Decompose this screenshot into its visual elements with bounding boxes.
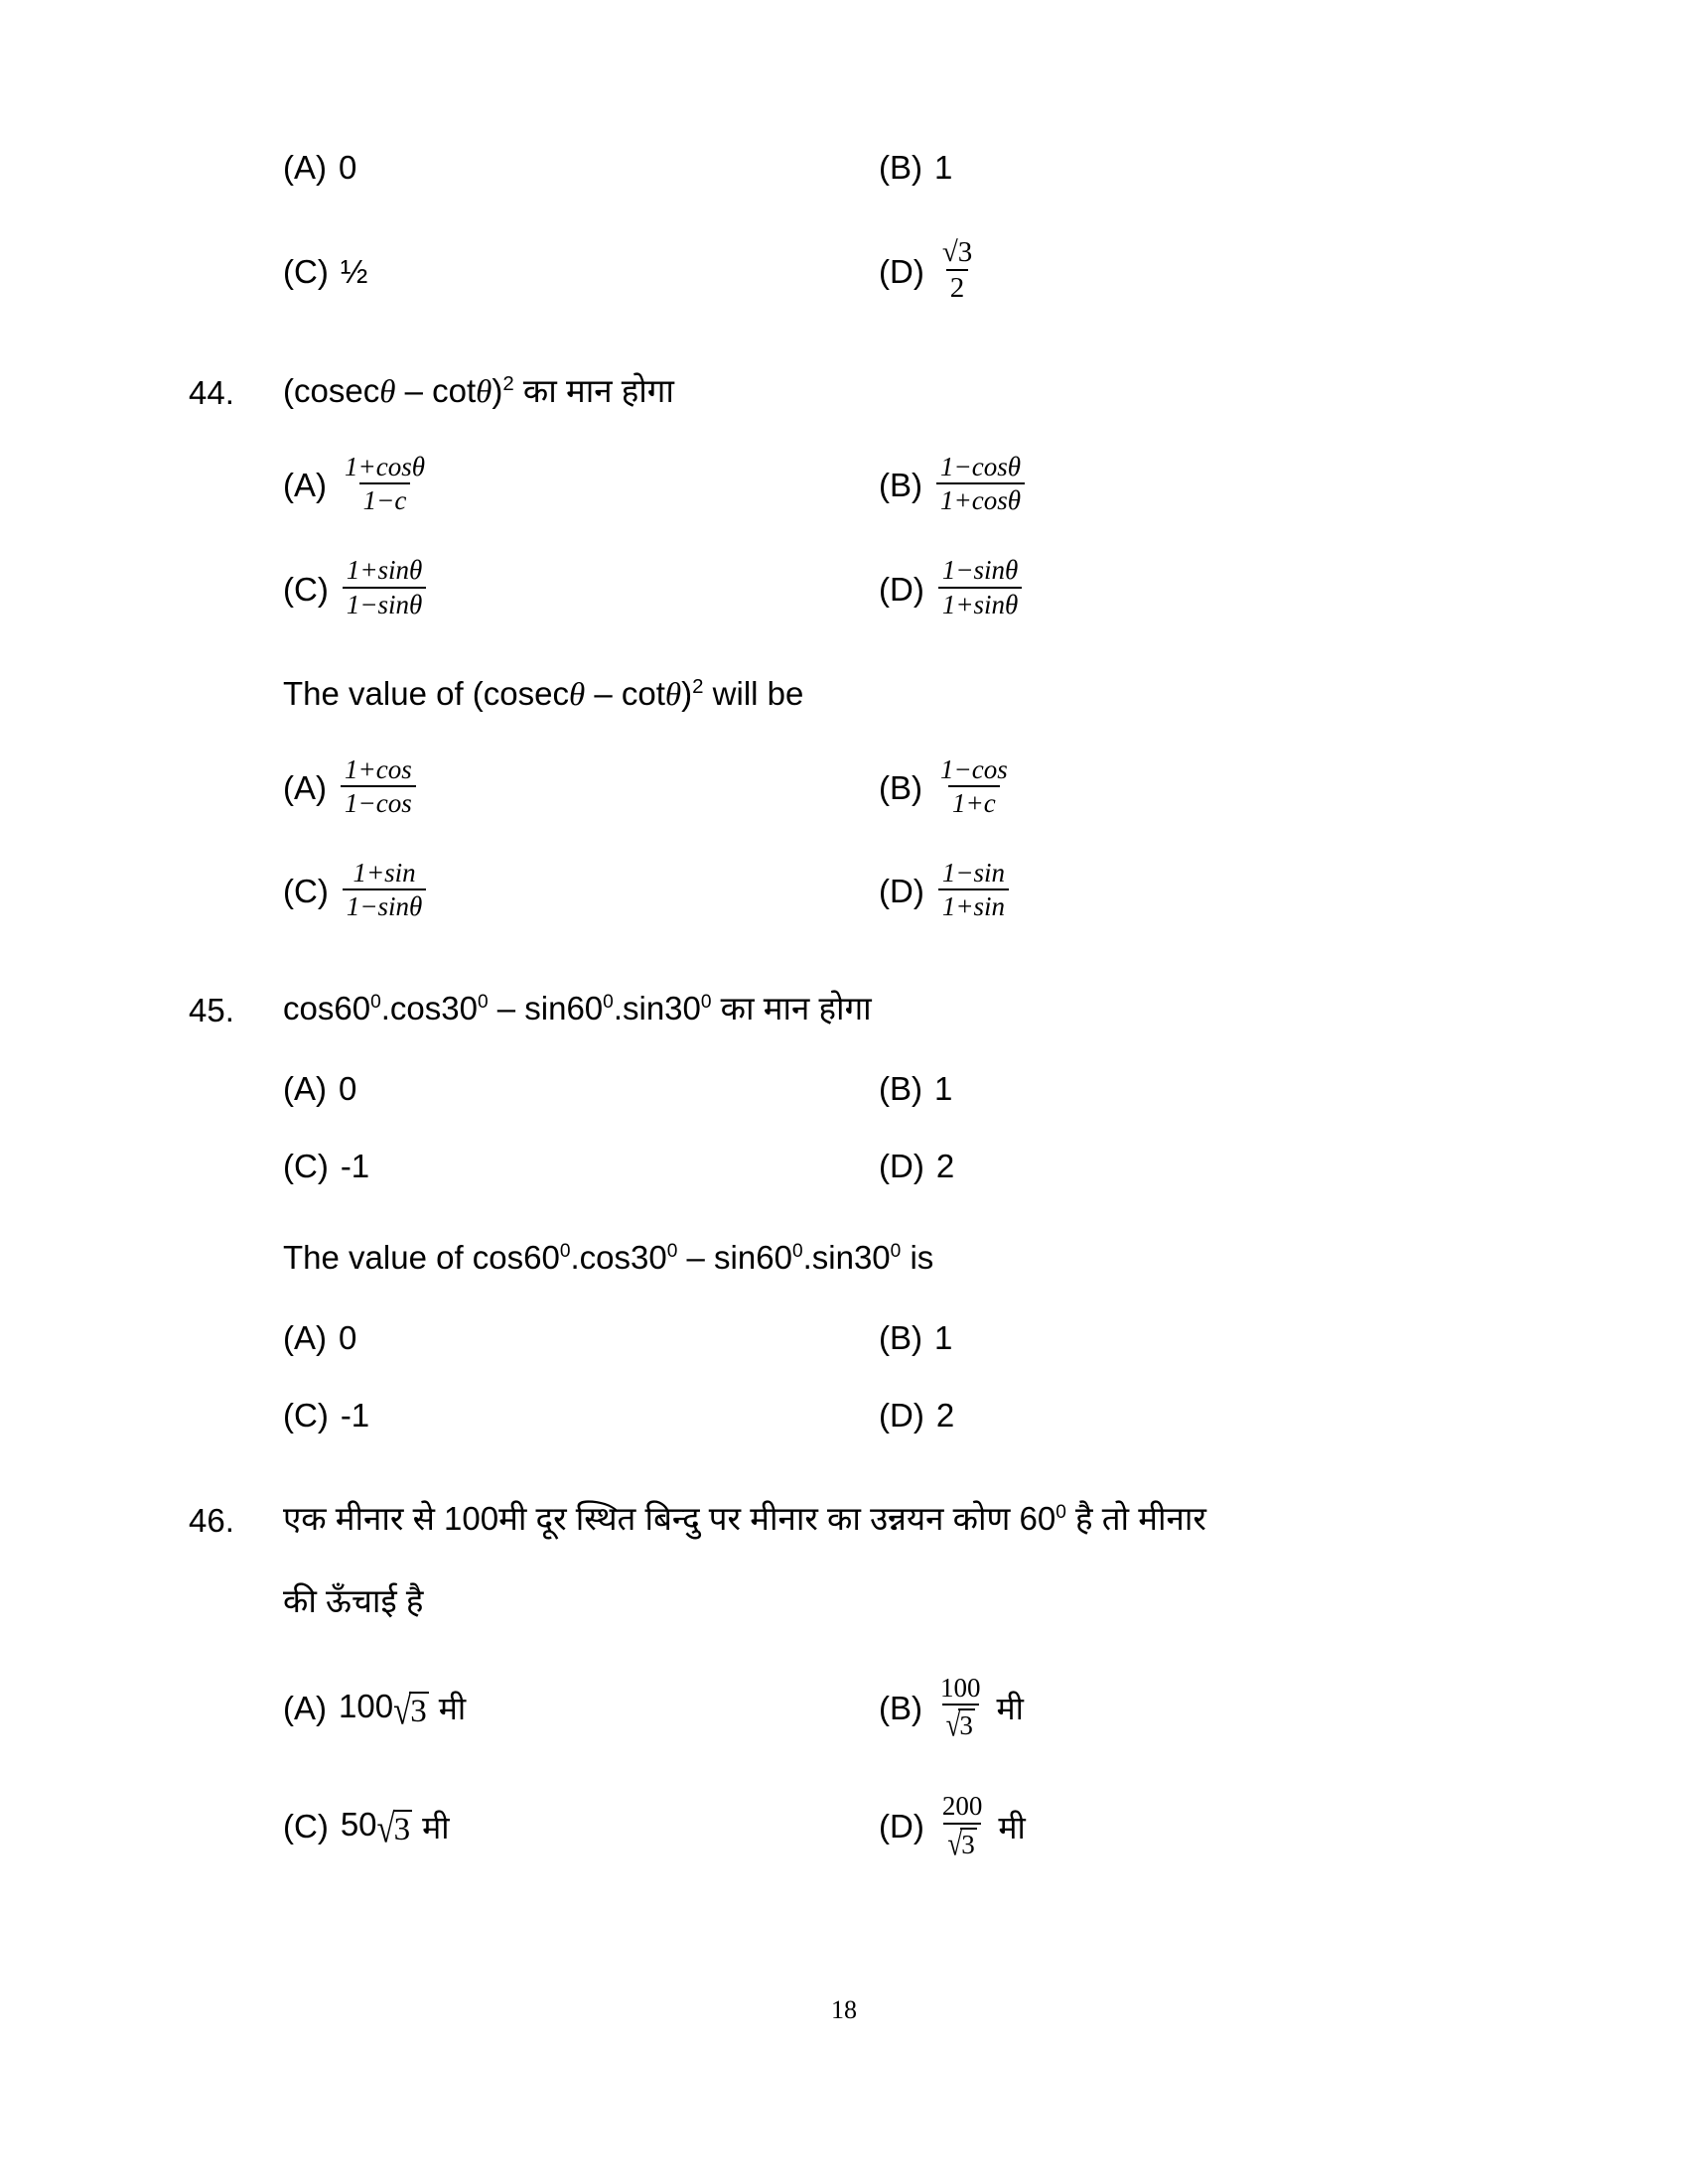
q44-en-close: )	[681, 674, 693, 712]
numerator: 200	[941, 1791, 983, 1822]
q46-line1-tail: है तो मीनार	[1065, 1499, 1206, 1537]
q45-hindi-option-d[interactable]	[879, 1148, 1509, 1185]
radical-sign: √	[376, 1807, 395, 1852]
denominator: 1−sinθ	[343, 587, 427, 619]
q43-option-d[interactable]	[879, 238, 1509, 307]
q45-english-option-a-label: (A)	[283, 1318, 327, 1356]
radicand: 3	[393, 1812, 411, 1848]
q46-option-a-value	[339, 1687, 429, 1734]
q46-option-d-label: (D)	[879, 1808, 924, 1845]
question-45-english	[189, 1237, 1509, 1280]
q45-hindi-option-b[interactable]	[879, 1070, 1509, 1108]
numerator: 1−cosθ	[940, 451, 1021, 481]
spacer	[189, 1030, 1509, 1070]
denominator: 1−c	[359, 482, 411, 515]
spacer	[189, 307, 1509, 370]
q45-hindi-option-c-label: (C)	[283, 1147, 329, 1184]
q43-options-row-1	[283, 149, 1509, 187]
question-46-line2-numgap	[189, 1580, 283, 1582]
q44-hindi-option-d-label: (D)	[879, 570, 924, 608]
spacer	[189, 1185, 1509, 1237]
question-46	[189, 1498, 1509, 1541]
q44-english-option-d-fraction	[938, 858, 1009, 921]
q46-option-c-label: (C)	[283, 1808, 329, 1845]
q45-hindi-tail: का मान होगा	[711, 989, 872, 1026]
q44-english-option-b-label: (B)	[879, 768, 922, 806]
q44-expr-open: (cosec	[283, 371, 380, 409]
q44-hindi-option-b-fraction	[936, 452, 1025, 515]
q43-option-c-value: ½	[340, 253, 368, 291]
q43-option-c[interactable]	[283, 238, 879, 307]
question-44-english-text	[283, 673, 1509, 717]
q45-hindi-options-row-2	[283, 1148, 1509, 1185]
numerator: 1+cos	[345, 753, 412, 784]
q46-option-d-unit: मी	[998, 1809, 1026, 1845]
spacer	[283, 1741, 1509, 1793]
question-46-hindi-line1	[283, 1498, 1509, 1541]
question-44-number: 44.	[189, 373, 234, 411]
q43-option-d-label: (D)	[879, 253, 924, 291]
page-number: 18	[831, 1995, 857, 2024]
q44-hindi-option-d[interactable]	[879, 557, 1509, 620]
q44-hindi-option-c[interactable]	[283, 557, 879, 620]
q44-hindi-options-row-1	[283, 451, 1509, 517]
spacer	[283, 187, 1509, 238]
sqrt-icon	[393, 1689, 429, 1734]
spacer	[189, 1541, 1509, 1580]
q46-option-b-unit: मी	[996, 1691, 1024, 1727]
q46-option-d-fraction	[938, 1791, 987, 1862]
q46-option-a-unit: मी	[438, 1691, 467, 1727]
q45-degree-1: 0	[370, 991, 381, 1013]
radical-sign: √	[947, 1825, 963, 1862]
q45-cos60: cos60	[283, 989, 371, 1026]
q45-english-option-b-value: 1	[934, 1318, 953, 1356]
numerator: 1+cosθ	[345, 451, 425, 481]
q44-exponent: 2	[502, 371, 514, 395]
denominator: 1−cos	[341, 785, 416, 818]
q44-english-option-d[interactable]	[879, 860, 1509, 923]
q43-option-a-label: (A)	[283, 149, 327, 186]
q46-degree: 0	[1055, 1501, 1066, 1523]
q43-options-block	[283, 149, 1509, 307]
q45-english-options-row-2	[283, 1397, 1509, 1434]
spacer	[283, 1108, 1509, 1148]
q43-option-d-fraction	[938, 236, 976, 305]
q44-english-options-row-2	[283, 860, 1509, 923]
q44-en-tail: will be	[703, 674, 804, 712]
q45-hindi-option-a[interactable]	[283, 1070, 879, 1108]
numerator: 1−sinθ	[941, 555, 1019, 586]
q44-hindi-options	[283, 451, 1509, 621]
q44-english-option-a[interactable]	[283, 753, 879, 820]
q46-option-d[interactable]	[879, 1793, 1509, 1860]
q45-english-options-row-1	[283, 1319, 1509, 1357]
numerator: 1+sin	[352, 858, 416, 888]
q45-degree-3: 0	[603, 991, 614, 1013]
q43-option-d-numerator: √3	[941, 236, 973, 268]
q45-degree-4: 0	[700, 991, 712, 1013]
sqrt-icon	[947, 1825, 976, 1862]
q44-en-lead: The value of (cosec	[283, 674, 569, 712]
q45-hindi-option-a-value: 0	[339, 1069, 357, 1107]
q44-hindi-option-a-label: (A)	[283, 467, 327, 504]
numerator: 1−sin	[941, 858, 1006, 888]
q44-expr-close: )	[492, 371, 503, 409]
q44-theta-2: θ	[476, 373, 492, 410]
spacer	[189, 1623, 1509, 1675]
q43-option-a[interactable]	[283, 149, 879, 187]
q46-line1: एक मीनार से 100मी दूर स्थित बिन्दु पर मीनार का उन्नयन कोण 60	[283, 1499, 1056, 1537]
q46-options-row-2	[283, 1793, 1509, 1860]
spacer	[189, 621, 1509, 673]
radicand: 3	[961, 1829, 975, 1859]
coefficient: 100	[339, 1687, 394, 1724]
q45-hindi-option-b-label: (B)	[879, 1069, 922, 1107]
q43-option-a-value: 0	[339, 149, 357, 186]
denominator: 1+sinθ	[938, 587, 1023, 619]
q46-option-c-value	[340, 1806, 412, 1852]
denominator: 1+c	[948, 785, 1000, 818]
numerator: 100	[940, 1672, 981, 1703]
q44-hindi-option-c-label: (C)	[283, 570, 329, 608]
q44-english-option-a-label: (A)	[283, 768, 327, 806]
q44-en-theta-1: θ	[568, 676, 586, 713]
q45-hindi-options-row-1	[283, 1070, 1509, 1108]
q43-option-d-denominator: 2	[946, 269, 969, 304]
denominator	[942, 1704, 979, 1744]
q45-english-option-a[interactable]	[283, 1319, 879, 1357]
q45-english-option-c-label: (C)	[283, 1396, 329, 1433]
sqrt-icon	[376, 1807, 413, 1852]
q44-en-mid: – cot	[585, 674, 665, 712]
q45-hindi-option-d-label: (D)	[879, 1147, 924, 1184]
q46-option-a[interactable]	[283, 1675, 879, 1742]
q45-en-tail: is	[901, 1238, 934, 1276]
radicand: 3	[959, 1710, 973, 1741]
numerator: 1+sinθ	[346, 555, 423, 586]
q44-english-option-c-fraction	[343, 858, 427, 921]
q45-hindi-option-c-value: -1	[340, 1147, 370, 1184]
q44-hindi-option-d-fraction	[938, 555, 1023, 618]
q46-option-b[interactable]	[879, 1672, 1509, 1744]
q44-english-options-row-1	[283, 753, 1509, 820]
q45-sin60: – sin60	[488, 989, 604, 1026]
q44-en-exponent: 2	[692, 674, 704, 698]
spacer	[189, 414, 1509, 454]
q44-english-option-d-label: (D)	[879, 873, 924, 910]
denominator: 1−sinθ	[343, 888, 427, 921]
q44-hindi-option-c-fraction	[343, 555, 427, 618]
q45-hindi-option-c[interactable]	[283, 1148, 879, 1185]
spacer	[189, 924, 1509, 988]
q45-degree-2: 0	[477, 991, 489, 1013]
question-45	[189, 988, 1509, 1030]
spacer	[189, 1434, 1509, 1498]
q45-en-degree-4: 0	[890, 1240, 902, 1262]
q45-english-option-b-label: (B)	[879, 1318, 922, 1356]
q46-option-c-unit: मी	[422, 1809, 450, 1845]
question-44	[189, 370, 1509, 414]
radicand: 3	[410, 1693, 427, 1729]
q45-en-sin60: – sin60	[677, 1238, 792, 1276]
coefficient: 50	[340, 1806, 377, 1843]
denominator: 1+sin	[938, 888, 1009, 921]
q45-en-degree-1: 0	[559, 1240, 571, 1262]
q45-english-option-b[interactable]	[879, 1319, 1509, 1357]
q43-option-c-label: (C)	[283, 253, 329, 291]
question-46-hindi-line2: की ऊँचाई है	[283, 1581, 424, 1619]
question-46-line2-row	[189, 1580, 1509, 1623]
q45-cos30: .cos30	[380, 989, 478, 1026]
q44-hindi-option-a[interactable]	[283, 451, 879, 517]
q45-english-option-a-value: 0	[339, 1318, 357, 1356]
q46-options-row-1	[283, 1672, 1509, 1744]
question-45-english-text	[283, 1237, 1509, 1280]
q45-english-option-c-value: -1	[340, 1396, 370, 1433]
sqrt-icon	[945, 1706, 975, 1744]
spacer	[189, 1280, 1509, 1319]
question-45-hindi-text	[283, 988, 1509, 1030]
q45-en-sin30: .sin30	[802, 1238, 891, 1276]
numerator: 1−cos	[940, 753, 1008, 784]
q43-options-row-2	[283, 238, 1509, 307]
q44-hindi-option-b[interactable]	[879, 451, 1509, 517]
q44-english-option-c-label: (C)	[283, 873, 329, 910]
question-45-english-numgap	[189, 1237, 283, 1239]
q44-theta-1: θ	[379, 373, 396, 410]
question-44-english-numgap	[189, 673, 283, 675]
q44-english-option-a-fraction	[341, 754, 416, 818]
q45-en-degree-2: 0	[666, 1240, 678, 1262]
question-44-english	[189, 673, 1509, 717]
q46-option-a-label: (A)	[283, 1689, 327, 1726]
q45-hindi-options	[283, 1070, 1509, 1185]
q46-options	[283, 1672, 1509, 1862]
q43-option-b[interactable]	[879, 149, 1509, 187]
spacer	[283, 820, 1509, 860]
q44-hindi-tail: का मान होगा	[513, 371, 674, 409]
q45-english-options	[283, 1319, 1509, 1434]
denominator: 1+cosθ	[936, 482, 1025, 515]
question-44-hindi-text	[283, 370, 1509, 414]
q45-english-option-d-value: 2	[935, 1396, 955, 1433]
q44-en-theta-2: θ	[664, 676, 682, 713]
spacer	[189, 717, 1509, 756]
spacer	[283, 1357, 1509, 1397]
q46-option-b-fraction	[936, 1672, 985, 1744]
q44-hindi-options-row-2	[283, 557, 1509, 620]
q44-hindi-option-b-label: (B)	[879, 467, 922, 504]
q43-option-b-value: 1	[934, 149, 953, 186]
q44-english-option-b-fraction	[936, 754, 1012, 818]
q45-en-lead: The value of	[283, 1238, 473, 1276]
q45-english-option-c[interactable]	[283, 1397, 879, 1434]
q45-hindi-option-a-label: (A)	[283, 1069, 327, 1107]
q46-option-c[interactable]	[283, 1793, 879, 1860]
q45-hindi-option-d-value: 2	[935, 1147, 955, 1184]
denominator	[943, 1823, 980, 1862]
q44-english-options	[283, 753, 1509, 924]
q46-option-b-label: (B)	[879, 1689, 922, 1726]
q43-option-b-label: (B)	[879, 149, 922, 186]
radical-sign: √	[393, 1689, 412, 1734]
q44-english-option-b[interactable]	[879, 753, 1509, 820]
q45-english-option-d[interactable]	[879, 1397, 1509, 1434]
question-46-number: 46.	[189, 1501, 234, 1539]
q45-en-cos60: cos60	[472, 1238, 560, 1276]
spacer	[283, 517, 1509, 557]
q45-en-cos30: .cos30	[570, 1238, 667, 1276]
question-45-number: 45.	[189, 991, 234, 1028]
q45-en-degree-3: 0	[791, 1240, 803, 1262]
q45-sin30: .sin30	[613, 989, 701, 1026]
q45-english-option-d-label: (D)	[879, 1396, 924, 1433]
q44-english-option-c[interactable]	[283, 860, 879, 923]
q44-hindi-option-a-fraction	[341, 452, 429, 515]
radical-sign: √	[945, 1706, 961, 1744]
q45-hindi-option-b-value: 1	[934, 1069, 953, 1107]
q44-expr-mid: – cot	[395, 371, 477, 409]
page-content	[189, 149, 1509, 1860]
